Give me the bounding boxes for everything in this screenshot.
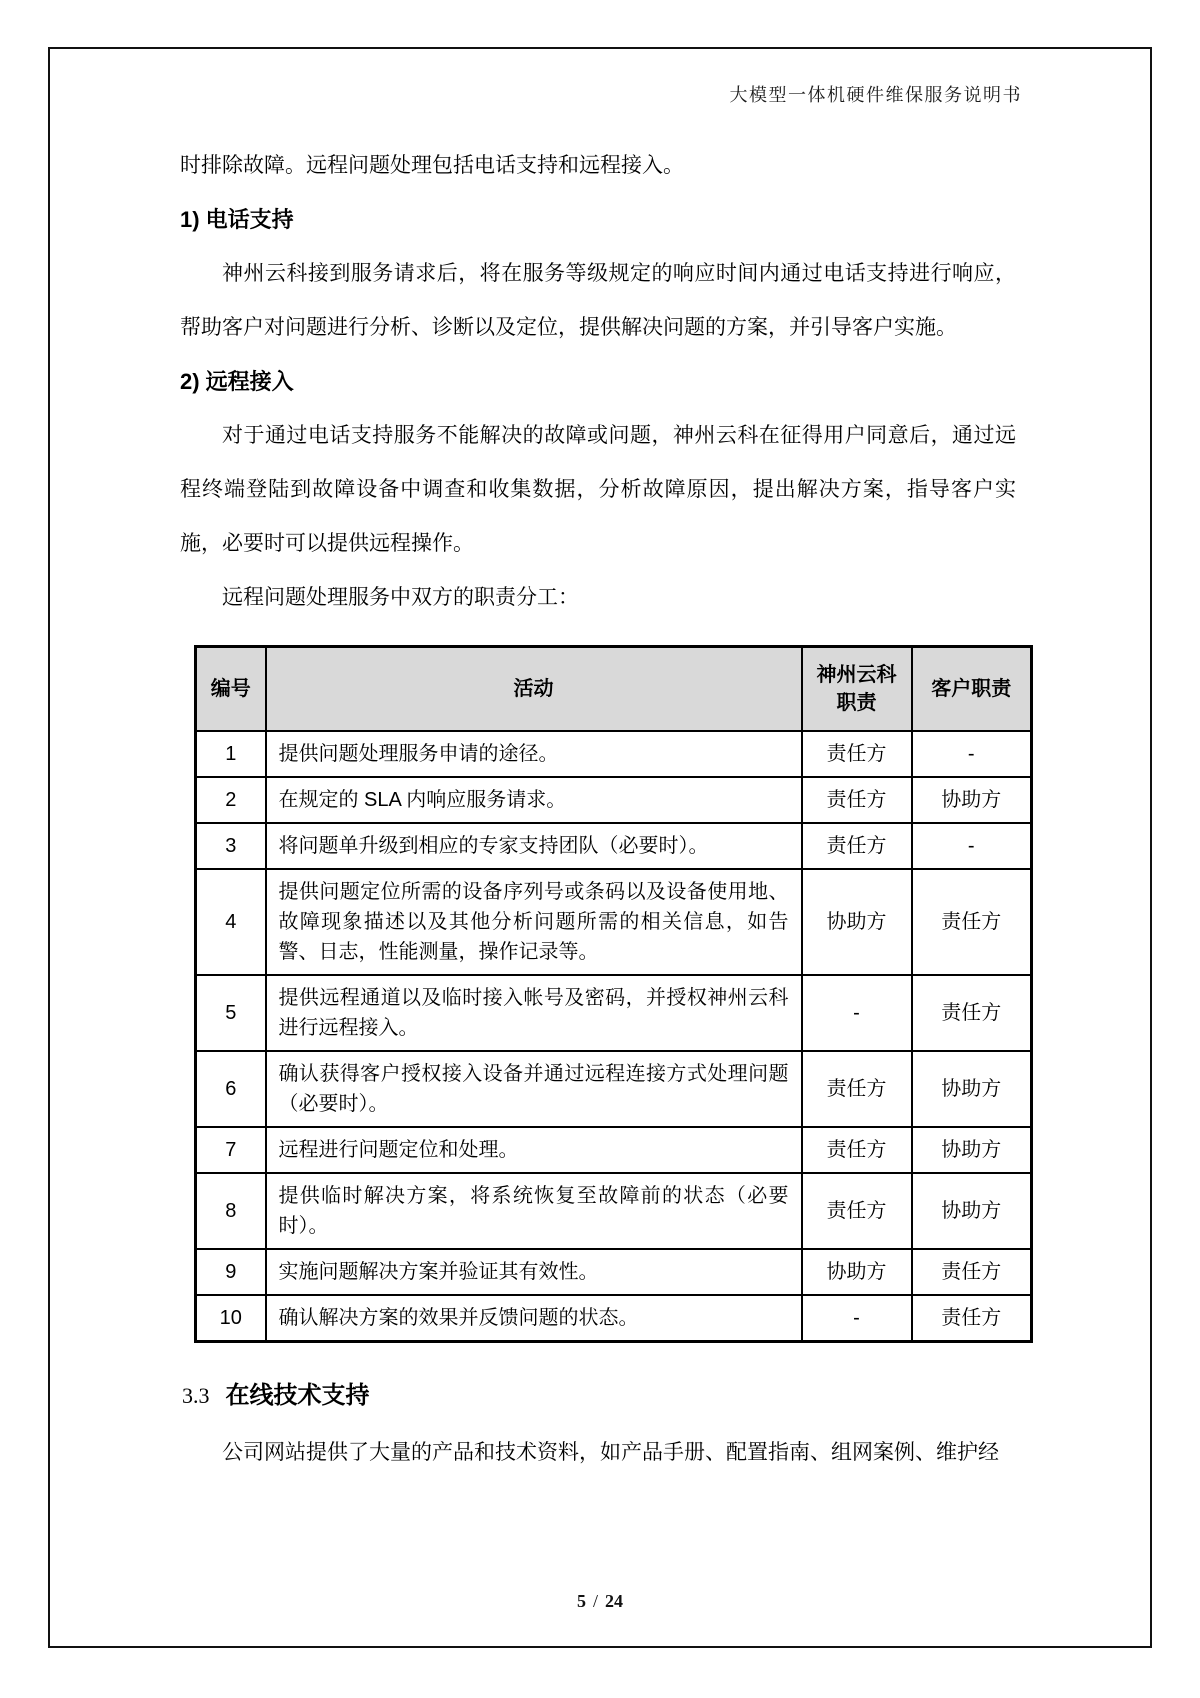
section-2-heading: 2) 远程接入 [180, 369, 294, 394]
table-row [196, 1295, 1032, 1342]
row-number: 9 [196, 1249, 266, 1295]
responsibilities-table [194, 645, 1033, 1343]
customer-role-cell: 责任方 [912, 975, 1032, 1051]
row-number: 8 [196, 1173, 266, 1249]
vendor-role-cell: 协助方 [802, 1249, 912, 1295]
section-1-heading: 1) 电话支持 [180, 207, 294, 232]
column-header-customer-role: 客户职责 [912, 647, 1032, 732]
customer-role-cell: 协助方 [912, 1127, 1032, 1173]
intro-paragraph: 时排除故障。远程问题处理包括电话支持和远程接入。 [180, 154, 684, 177]
customer-role-cell: 协助方 [912, 1173, 1032, 1249]
vendor-role-cell: 责任方 [802, 731, 912, 777]
customer-role-cell: 协助方 [912, 777, 1032, 823]
column-header-activity: 活动 [266, 647, 802, 732]
activity-cell: 提供问题处理服务申请的途径。 [266, 731, 802, 777]
vendor-role-cell: - [802, 975, 912, 1051]
table-row [196, 823, 1032, 869]
activity-cell: 确认获得客户授权接入设备并通过远程连接方式处理问题（必要时）。 [266, 1051, 802, 1127]
column-header-vendor-role: 神州云科职责 [802, 647, 912, 732]
activity-cell: 远程进行问题定位和处理。 [266, 1127, 802, 1173]
table-header-row [196, 647, 1032, 732]
row-number: 1 [196, 731, 266, 777]
row-number: 5 [196, 975, 266, 1051]
activity-cell: 实施问题解决方案并验证其有效性。 [266, 1249, 802, 1295]
page-footer [0, 1588, 1200, 1614]
table-row [196, 777, 1032, 823]
activity-cell: 提供临时解决方案，将系统恢复至故障前的状态（必要时）。 [266, 1173, 802, 1249]
column-header-number: 编号 [196, 647, 266, 732]
table-caption: 远程问题处理服务中双方的职责分工： [222, 586, 579, 609]
table-row [196, 1249, 1032, 1295]
section-3-3-heading [182, 1369, 1016, 1426]
customer-role-cell: 责任方 [912, 1249, 1032, 1295]
customer-role-cell: 责任方 [912, 869, 1032, 975]
page-number-separator: / [592, 1591, 598, 1611]
table-row [196, 1173, 1032, 1249]
vendor-role-cell: - [802, 1295, 912, 1342]
row-number: 6 [196, 1051, 266, 1127]
customer-role-cell: - [912, 731, 1032, 777]
section-1-paragraph: 神州云科接到服务请求后，将在服务等级规定的响应时间内通过电话支持进行响应，帮助客户对问题进行分析、诊断以及定位，提供解决问题的方案，并引导客户实施。 [180, 262, 1016, 339]
table-row [196, 1127, 1032, 1173]
row-number: 4 [196, 869, 266, 975]
section-title: 在线技术支持 [225, 1382, 370, 1409]
total-page-number: 24 [605, 1591, 623, 1611]
vendor-role-cell: 责任方 [802, 777, 912, 823]
vendor-role-cell: 责任方 [802, 1173, 912, 1249]
vendor-role-cell: 责任方 [802, 1127, 912, 1173]
table-row [196, 869, 1032, 975]
activity-cell: 在规定的 SLA 内响应服务请求。 [266, 777, 802, 823]
page-header-title: 大模型一体机硬件维保服务说明书 [729, 85, 1022, 105]
activity-cell: 将问题单升级到相应的专家支持团队（必要时）。 [266, 823, 802, 869]
section-2-paragraph: 对于通过电话支持服务不能解决的故障或问题，神州云科在征得用户同意后，通过远程终端登陆到故障设备中调查和收集数据，分析故障原因，提出解决方案，指导客户实施，必要时可以提供远程操作。 [180, 424, 1016, 555]
current-page-number: 5 [576, 1591, 586, 1611]
customer-role-cell: - [912, 823, 1032, 869]
activity-cell: 确认解决方案的效果并反馈问题的状态。 [266, 1295, 802, 1342]
row-number: 2 [196, 777, 266, 823]
activity-cell: 提供远程通道以及临时接入帐号及密码，并授权神州云科进行远程接入。 [266, 975, 802, 1051]
row-number: 3 [196, 823, 266, 869]
customer-role-cell: 责任方 [912, 1295, 1032, 1342]
online-support-paragraph: 公司网站提供了大量的产品和技术资料，如产品手册、配置指南、组网案例、维护经 [222, 1441, 999, 1464]
table-row [196, 1051, 1032, 1127]
page-content [180, 139, 1016, 1480]
customer-role-cell: 协助方 [912, 1051, 1032, 1127]
activity-cell: 提供问题定位所需的设备序列号或条码以及设备使用地、故障现象描述以及其他分析问题所需的相关信息，如告警、日志，性能测量，操作记录等。 [266, 869, 802, 975]
vendor-role-cell: 责任方 [802, 823, 912, 869]
row-number: 7 [196, 1127, 266, 1173]
row-number: 10 [196, 1295, 266, 1342]
vendor-role-cell: 责任方 [802, 1051, 912, 1127]
vendor-role-cell: 协助方 [802, 869, 912, 975]
section-number: 3.3 [182, 1383, 210, 1408]
table-row [196, 731, 1032, 777]
table-row [196, 975, 1032, 1051]
